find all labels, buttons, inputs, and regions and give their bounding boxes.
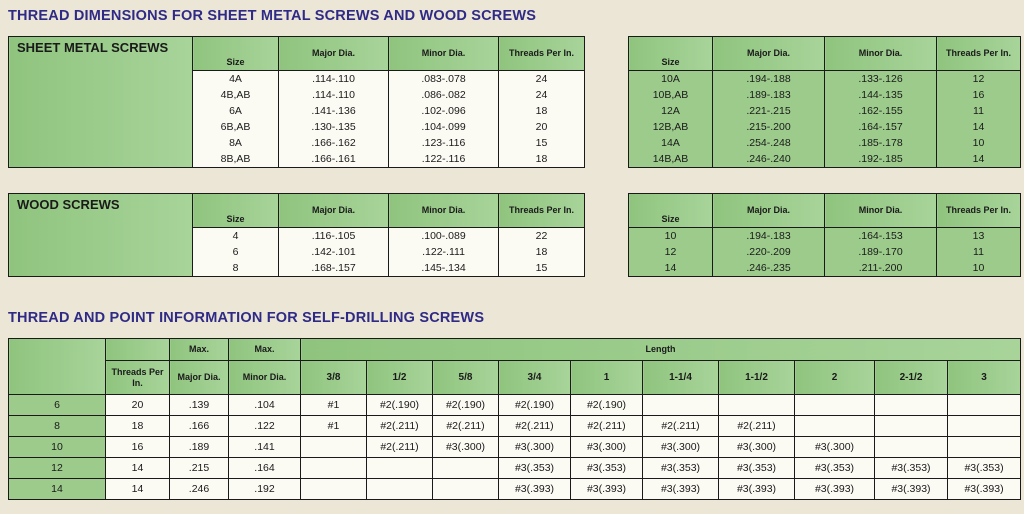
header-max-minor: Max. bbox=[229, 339, 301, 361]
table-row bbox=[9, 437, 1021, 458]
header-size: Size bbox=[193, 194, 279, 228]
header-minor-dia: Minor Dia. bbox=[825, 37, 937, 71]
length-cell: #2(.211) bbox=[367, 416, 433, 437]
header-threads: Threads Per In. bbox=[106, 361, 170, 395]
length-cell: #1 bbox=[301, 416, 367, 437]
length-cell: #3(.393) bbox=[643, 479, 719, 500]
row-major: .246 bbox=[170, 479, 229, 500]
length-cell: #3(.393) bbox=[795, 479, 875, 500]
table-row bbox=[9, 479, 1021, 500]
length-cell bbox=[875, 395, 948, 416]
row-size: 6 bbox=[9, 395, 106, 416]
row-major: .139 bbox=[170, 395, 229, 416]
header-major-dia: Major Dia. bbox=[279, 194, 389, 228]
header-threads: Threads Per In. bbox=[499, 37, 585, 71]
length-cell: #3(.300) bbox=[499, 437, 571, 458]
header-minor-dia: Minor Dia. bbox=[229, 361, 301, 395]
sheet-right-size-col: 10A 10B,AB 12A 12B,AB 14A 14B,AB bbox=[629, 71, 713, 168]
length-cell: #3(.393) bbox=[571, 479, 643, 500]
header-size: Size bbox=[193, 37, 279, 71]
wood-screws-table-left bbox=[8, 193, 585, 277]
length-cell bbox=[795, 416, 875, 437]
header-minor-dia: Minor Dia. bbox=[389, 37, 499, 71]
header-major-dia: Major Dia. bbox=[713, 194, 825, 228]
length-cell bbox=[301, 479, 367, 500]
sheet-right-minor-col: .133-.126 .144-.135 .162-.155 .164-.157 .185-.178 .192-.185 bbox=[825, 71, 937, 168]
wood-left-major-col: .116-.105 .142-.101 .168-.157 bbox=[279, 228, 389, 277]
length-cell: #2(.211) bbox=[719, 416, 795, 437]
length-col-7: 2 bbox=[795, 361, 875, 395]
row-minor: .192 bbox=[229, 479, 301, 500]
wood-left-threads-col: 22 18 15 bbox=[499, 228, 585, 277]
length-cell: #2(.211) bbox=[571, 416, 643, 437]
self-drilling-table bbox=[8, 338, 1021, 500]
header-threads: Threads Per In. bbox=[937, 37, 1021, 71]
wood-right-minor-col: .164-.153 .189-.170 .211-.200 bbox=[825, 228, 937, 277]
header-major-dia: Major Dia. bbox=[279, 37, 389, 71]
row-major: .215 bbox=[170, 458, 229, 479]
length-cell bbox=[433, 458, 499, 479]
sheet-metal-table-right bbox=[628, 36, 1021, 168]
length-cell bbox=[719, 395, 795, 416]
length-cell bbox=[643, 395, 719, 416]
title-thread-dimensions: THREAD DIMENSIONS FOR SHEET METAL SCREWS AND WOOD SCREWS bbox=[8, 8, 537, 24]
length-col-5: 1-1/4 bbox=[643, 361, 719, 395]
length-col-9: 3 bbox=[948, 361, 1021, 395]
length-cell: #3(.353) bbox=[643, 458, 719, 479]
self-drilling-body bbox=[9, 395, 1021, 500]
row-threads: 20 bbox=[106, 395, 170, 416]
header-minor-dia: Minor Dia. bbox=[825, 194, 937, 228]
length-cell: #3(.393) bbox=[875, 479, 948, 500]
length-cell: #3(.353) bbox=[571, 458, 643, 479]
row-major: .189 bbox=[170, 437, 229, 458]
length-cell: #1 bbox=[301, 395, 367, 416]
length-col-0: 3/8 bbox=[301, 361, 367, 395]
length-cell bbox=[875, 437, 948, 458]
length-cell: #3(.300) bbox=[719, 437, 795, 458]
length-cell bbox=[301, 458, 367, 479]
length-cell bbox=[948, 416, 1021, 437]
length-cell: #2(.190) bbox=[571, 395, 643, 416]
length-cell: #2(.211) bbox=[433, 416, 499, 437]
row-minor: .122 bbox=[229, 416, 301, 437]
length-col-2: 5/8 bbox=[433, 361, 499, 395]
row-threads: 16 bbox=[106, 437, 170, 458]
length-cell bbox=[367, 458, 433, 479]
sheet-left-threads-col: 24 24 18 20 15 18 bbox=[499, 71, 585, 168]
header-minor-dia: Minor Dia. bbox=[389, 194, 499, 228]
length-cell: #3(.300) bbox=[433, 437, 499, 458]
length-col-4: 1 bbox=[571, 361, 643, 395]
wood-right-major-col: .194-.183 .220-.209 .246-.235 bbox=[713, 228, 825, 277]
wood-left-minor-col: .100-.089 .122-.111 .145-.134 bbox=[389, 228, 499, 277]
length-cell bbox=[367, 479, 433, 500]
length-cell: #3(.300) bbox=[795, 437, 875, 458]
wood-screws-label: WOOD SCREWS bbox=[9, 194, 193, 277]
wood-right-size-col: 10 12 14 bbox=[629, 228, 713, 277]
length-cell: #3(.300) bbox=[571, 437, 643, 458]
sheet-left-major-col: .114-.110 .114-.110 .141-.136 .130-.135 .166-.162 .166-.161 bbox=[279, 71, 389, 168]
row-minor: .164 bbox=[229, 458, 301, 479]
header-max-major: Max. bbox=[170, 339, 229, 361]
header-size: Size bbox=[629, 194, 713, 228]
wood-right-threads-col: 13 11 10 bbox=[937, 228, 1021, 277]
length-cell: #2(.190) bbox=[367, 395, 433, 416]
length-col-3: 3/4 bbox=[499, 361, 571, 395]
header-size: Size bbox=[629, 37, 713, 71]
length-cell bbox=[795, 395, 875, 416]
row-threads: 14 bbox=[106, 458, 170, 479]
row-major: .166 bbox=[170, 416, 229, 437]
sheet-right-major-col: .194-.188 .189-.183 .221-.215 .215-.200 .254-.248 .246-.240 bbox=[713, 71, 825, 168]
wood-screws-table-right bbox=[628, 193, 1021, 277]
length-cell bbox=[948, 395, 1021, 416]
header-major-dia: Major Dia. bbox=[170, 361, 229, 395]
sheet-metal-table-left bbox=[8, 36, 585, 168]
table-row bbox=[9, 395, 1021, 416]
row-size: 8 bbox=[9, 416, 106, 437]
length-cell: #3(.393) bbox=[499, 479, 571, 500]
wood-left-size-col: 4 6 8 bbox=[193, 228, 279, 277]
length-cell: #3(.353) bbox=[499, 458, 571, 479]
length-cell bbox=[948, 437, 1021, 458]
title-self-drilling: THREAD AND POINT INFORMATION FOR SELF-DRILLING SCREWS bbox=[8, 310, 485, 326]
row-size: 10 bbox=[9, 437, 106, 458]
header-threads: Threads Per In. bbox=[937, 194, 1021, 228]
length-cell: #3(.353) bbox=[948, 458, 1021, 479]
row-minor: .104 bbox=[229, 395, 301, 416]
length-cell bbox=[301, 437, 367, 458]
sheet-metal-label: SHEET METAL SCREWS bbox=[9, 37, 193, 168]
length-cell: #2(.211) bbox=[367, 437, 433, 458]
row-minor: .141 bbox=[229, 437, 301, 458]
table-row bbox=[9, 458, 1021, 479]
length-col-1: 1/2 bbox=[367, 361, 433, 395]
sheet-right-threads-col: 12 16 11 14 10 14 bbox=[937, 71, 1021, 168]
length-cell: #3(.353) bbox=[795, 458, 875, 479]
corner-cell bbox=[9, 339, 106, 395]
header-major-dia: Major Dia. bbox=[713, 37, 825, 71]
length-cell: #3(.300) bbox=[643, 437, 719, 458]
table-row bbox=[9, 416, 1021, 437]
header-length: Length bbox=[301, 339, 1021, 361]
length-cell: #3(.353) bbox=[719, 458, 795, 479]
length-cell: #2(.190) bbox=[499, 395, 571, 416]
length-col-8: 2-1/2 bbox=[875, 361, 948, 395]
row-size: 12 bbox=[9, 458, 106, 479]
length-cell: #3(.353) bbox=[875, 458, 948, 479]
header-threads: Threads Per In. bbox=[499, 194, 585, 228]
length-cell bbox=[875, 416, 948, 437]
length-cell: #3(.393) bbox=[948, 479, 1021, 500]
row-size: 14 bbox=[9, 479, 106, 500]
length-cell: #2(.190) bbox=[433, 395, 499, 416]
length-cell: #3(.393) bbox=[719, 479, 795, 500]
length-cell bbox=[433, 479, 499, 500]
blank-head bbox=[106, 339, 170, 361]
row-threads: 14 bbox=[106, 479, 170, 500]
row-threads: 18 bbox=[106, 416, 170, 437]
length-cell: #2(.211) bbox=[643, 416, 719, 437]
sheet-left-minor-col: .083-.078 .086-.082 .102-.096 .104-.099 .123-.116 .122-.116 bbox=[389, 71, 499, 168]
length-cell: #2(.211) bbox=[499, 416, 571, 437]
length-col-6: 1-1/2 bbox=[719, 361, 795, 395]
sheet-left-size-col: 4A 4B,AB 6A 6B,AB 8A 8B,AB bbox=[193, 71, 279, 168]
